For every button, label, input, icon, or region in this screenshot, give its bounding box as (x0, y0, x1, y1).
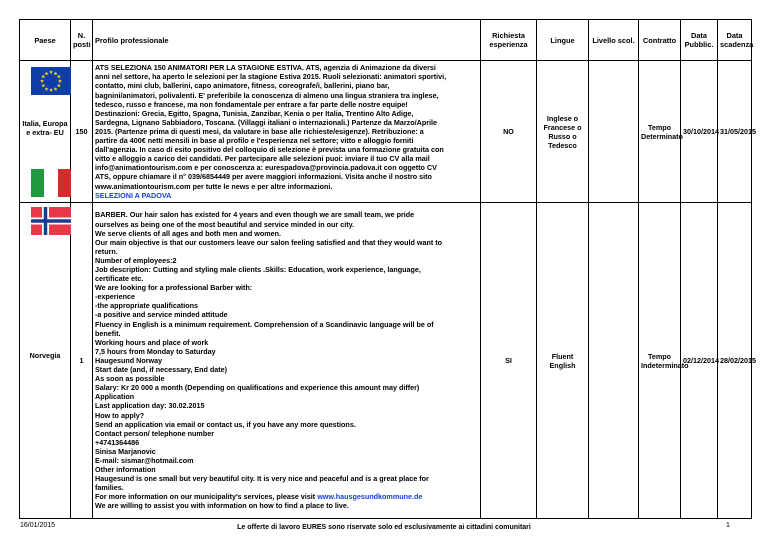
description-cell (93, 203, 481, 519)
pubblic-cell: 30/10/2014 (681, 61, 718, 203)
esperienza-cell: NO (481, 61, 537, 203)
description-line: vitto e alloggio a carico dei candidati. Per partecipare alle selezioni puoi: inviare il tuo CV alla mail (95, 154, 430, 164)
lingue-cell: Inglese o Francese o Russo o Tedesco (537, 61, 589, 203)
description-line: BARBER. Our hair salon has existed for 4 years and even though we are small team, we pride (95, 210, 415, 220)
description-line: Our main objective is that our customers leave our salon feeling satisfied and that they would want to (95, 237, 443, 247)
municipality-text: For more information on our municipality's services, please visit (95, 492, 318, 502)
header-lingue: Lingue (537, 20, 589, 61)
description-line: 7,5 hours from Monday to Saturday (95, 346, 216, 356)
norway-flag-icon (31, 207, 71, 235)
description-line: benefit. (95, 328, 121, 338)
description-line: contatto, mini club, ballerini, capo animatore, fitness, coreografe/i, ballerini, piano bar, (95, 81, 390, 91)
description-line: We serve clients of all ages and both men and women. (95, 228, 281, 238)
description-cell (93, 61, 481, 203)
description-line: dall'agenzia. In caso di esito positivo del colloquio di selezione è prevista una formazione gratuita con (95, 145, 444, 155)
description-line: anni nel settore, ha aperto le selezioni per la stagione Estiva 2015. Ruoli selezionati: animatori sportivi, (95, 72, 447, 82)
description-line: We are willing to assist you with information on how to find a place to live. (95, 501, 349, 511)
description-line: ATS SELEZIONA 150 ANIMATORI PER LA STAGIONE ESTIVA. ATS, agenzia di Animazione da diversi (95, 63, 436, 73)
livello-cell (589, 61, 639, 203)
description-line: Application (95, 392, 135, 402)
eu-star-icon: ★ (41, 74, 46, 80)
description-line: return. (95, 246, 118, 256)
description-line: Salary: Kr 20 000 a month (Depending on qualifications and experience this amount may differ) (95, 383, 420, 393)
description-text (95, 63, 478, 190)
description-line: ourselves as being one of the most beautiful and service minded in our city. (95, 219, 355, 229)
description-line: info@animationtourism.com e per conoscenza a: eurespadova@provincia.padova.it con oggetto CV (95, 163, 437, 173)
header-esperienza: Richiesta esperienza (481, 20, 537, 61)
description-line: Other information (95, 465, 156, 475)
eu-star-icon: ★ (58, 78, 62, 84)
description-line: partire da 400€ netti mensili in base al profilo e l'esperienza nel settore; vitto e alloggio forniti (95, 136, 414, 146)
description-line: Number of employees:2 (95, 255, 177, 265)
header-profilo: Profilo professionale (93, 20, 481, 61)
description-text (95, 210, 478, 492)
description-line: Haugesund is one small but very beautiful city. It is very nice and peaceful and is a great place for (95, 474, 429, 484)
contratto-cell: Tempo Determinato (639, 61, 681, 203)
pubblic-cell: 02/12/2014 (681, 203, 718, 519)
scadenza-cell: 28/02/2015 (718, 203, 752, 519)
eu-star-icon: ★ (44, 86, 49, 92)
eu-star-icon: ★ (49, 87, 53, 93)
description-line: Fluency in English is a minimum requirement. Comprehension of a Scandinavic language will be of (95, 319, 434, 329)
description-line (95, 492, 478, 501)
eu-star-icon: ★ (49, 69, 53, 75)
eu-star-icon: ★ (56, 74, 61, 80)
posti-cell: 150 (71, 61, 93, 203)
selezioni-padova-link[interactable]: SELEZIONI A PADOVA (95, 190, 172, 200)
job-offers-table (19, 19, 756, 519)
page-number: 1 (726, 522, 730, 529)
description-line: -the appropriate qualifications (95, 301, 199, 311)
description-line: Sinisa Marjanovic (95, 446, 156, 456)
description-line: Send an application via email or contact us, if you have any more questions. (95, 419, 356, 429)
description-line: Destinazioni: Grecia, Egitto, Spagna, Tunisia, Zanzibar, Kenia o per Italia, Trentino Alto Adige, (95, 108, 414, 118)
description-line: tedesco, russo e francese, ma non fondamentale per entrare a far parte delle nostre equipe! (95, 99, 408, 109)
description-line: Sardegna, Lignano Sabbiadoro, Toscana. (Villaggi italiani o internazionali.) Partenze da Marzo/Aprile (95, 117, 437, 127)
contratto-cell: Tempo Indeterminato (639, 203, 681, 519)
description-line: -experience (95, 292, 135, 302)
description-line: Haugesund Norway (95, 355, 163, 365)
country-cell (20, 61, 71, 203)
description-line: How to apply? (95, 410, 145, 420)
eu-star-icon: ★ (53, 70, 58, 76)
header-paese: Paese (20, 20, 71, 61)
header-row (20, 20, 752, 61)
eu-star-icon: ★ (56, 83, 61, 89)
description-line: E-mail: sismar@hotmail.com (95, 455, 194, 465)
norway-flag-part (31, 219, 71, 223)
description-line: As soon as possible (95, 374, 165, 384)
header-pubblic: Data Pubblic. (681, 20, 718, 61)
description-line: Job description: Cutting and styling male clients .Skills: Education, work experience, language, (95, 265, 421, 275)
header-scadenza: Data scadenza (718, 20, 752, 61)
description-line: Contact person/ telephone number (95, 428, 215, 438)
description-line: +4741364486 (95, 437, 140, 447)
header-contratto: Contratto (639, 20, 681, 61)
footer-note: Le offerte di lavoro EURES sono riservate solo ed esclusivamente ai cittadini comunitari (237, 524, 531, 531)
footer-date: 16/01/2015 (20, 522, 56, 529)
description-line: -a positive and service minded attitude (95, 310, 228, 320)
table-row (20, 203, 752, 519)
description-line: ATS, oppure chiamare il n° 039/6854449 per avere maggiori informazioni. Visita anche il nostro sito (95, 172, 432, 182)
header-livello: Livello scol. (589, 20, 639, 61)
description-line: bagnini/animatori, polivalenti. E' preferibile la conoscenza di almeno una lingua straniera tra inglese, (95, 90, 439, 100)
livello-cell (589, 203, 639, 519)
description-line: www.animationtourism.com per tutte le news e per altre informazioni. (95, 181, 333, 191)
description-line: 2015. (Partenze prima di questi mesi, da valutare in base alle richieste/esigenze). Retribuzione: a (95, 126, 424, 136)
italy-flag-icon (31, 169, 71, 197)
country-name: Italia, Europa e extra- EU (22, 119, 68, 137)
esperienza-cell: SI (481, 203, 537, 519)
eu-star-icon: ★ (53, 86, 58, 92)
eu-star-icon: ★ (40, 78, 44, 84)
table-row (20, 61, 752, 203)
posti-cell: 1 (71, 203, 93, 519)
municipality-link[interactable]: www.hausgesundkommune.de (317, 492, 423, 502)
description-line: certificate etc. (95, 274, 144, 284)
header-posti: N. posti (71, 20, 93, 61)
eu-flag-icon (31, 67, 71, 95)
description-line: Start date (and, if necessary, End date) (95, 365, 228, 375)
country-name: Norvegia (29, 351, 61, 360)
eu-star-icon: ★ (44, 70, 49, 76)
description-line: Working hours and place of work (95, 337, 209, 347)
lingue-cell: Fluent English (537, 203, 589, 519)
description-line: families. (95, 483, 124, 493)
scadenza-cell: 31/05/2015 (718, 61, 752, 203)
country-cell (20, 203, 71, 519)
eu-star-icon: ★ (41, 83, 46, 89)
description-line: We are looking for a professional Barber with: (95, 283, 253, 293)
description-line: Last application day: 30.02.2015 (95, 401, 205, 411)
